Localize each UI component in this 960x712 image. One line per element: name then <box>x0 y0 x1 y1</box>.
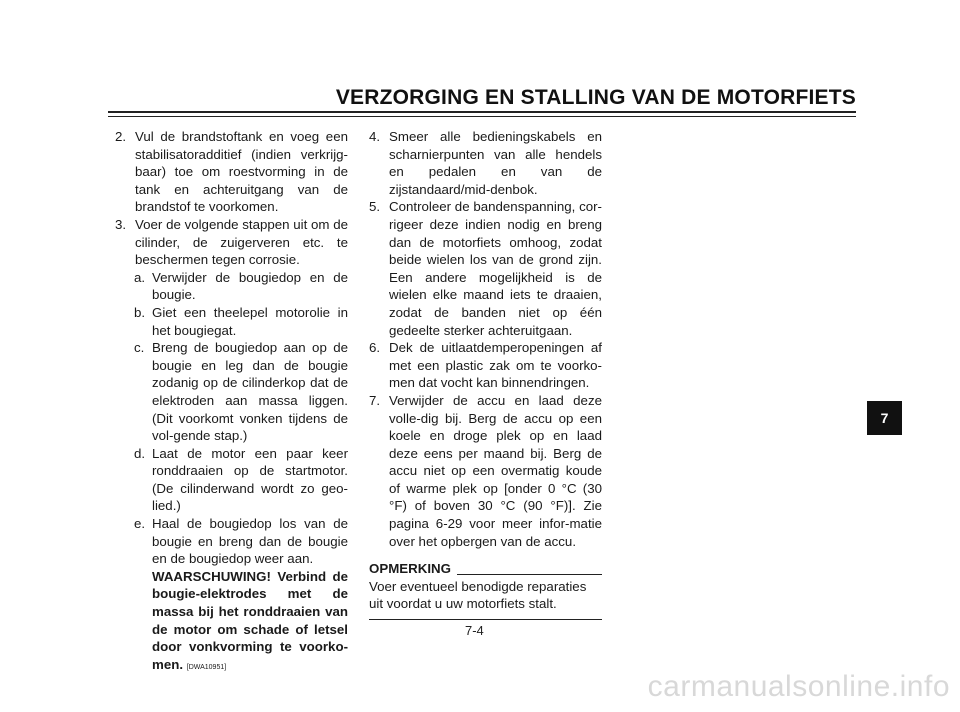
item-number: 6. <box>369 340 381 356</box>
warning-paragraph <box>152 568 348 677</box>
item-number: 2. <box>115 129 127 144</box>
sub-list-item <box>115 269 348 304</box>
subitem-text: Breng de bougiedop aan op de bougie en leg dan de bougie zodanig op de cilinderkop dat de elektroden aan massa liggen. (Dit voorkomt vonken tijdens de vol-gende stap.) <box>152 340 348 444</box>
item-text: Controleer de bandenspanning, cor-rigeer deze indien nodig en breng dan de motorfiets omhoog, zodat beide wielen los van de grond zijn. Een andere mogelijkheid is de wielen elke maand iets te draaien, zodat de banden niet op één gedeelte sterker achteruitgaan. <box>389 199 602 338</box>
page-number: 7-4 <box>465 623 484 638</box>
subitem-text <box>152 515 348 676</box>
sub-list-item <box>115 304 348 339</box>
item-text: Vul de brandstoftank en voeg een stabilisatoradditief (indien verkrijg-baar) toe om roestvorming in de tank en achteruitgang van de brandstof te voorkomen. <box>135 129 348 215</box>
subitem-letter: d. <box>134 445 146 461</box>
subitem-letter: b. <box>134 304 146 320</box>
warning-text: WAARSCHUWING! Verbind de bougie-elektrodes met de massa bij het ronddraaien van de motor om schade of letsel door vonkvorming te voorko-men. <box>152 568 348 672</box>
subitem-letter: c. <box>134 340 145 356</box>
subitem-letter: e. <box>134 516 146 532</box>
header-rule-thick <box>108 111 856 113</box>
subitem-letter: a. <box>134 269 146 285</box>
item-number: 3. <box>115 216 127 232</box>
note-rule <box>457 573 602 575</box>
item-number: 7. <box>369 392 381 408</box>
list-item <box>369 339 602 392</box>
sub-list-item <box>115 445 348 515</box>
list-item <box>115 216 348 269</box>
note-header <box>369 560 602 578</box>
list-item <box>369 198 602 339</box>
item-text: Smeer alle bedieningskabels en scharnierpunten van alle hendels en pedalen en van de zijstandaard/mid-denbok. <box>389 129 602 197</box>
item-text: Voer de volgende stappen uit om de cilinder, de zuigerveren etc. te beschermen tegen corrosie. <box>135 216 348 268</box>
subitem-text: Laat de motor een paar keer ronddraaien op de startmotor. (De cilinderwand wordt zo geo-lied.) <box>152 445 348 514</box>
subitem-text: Verwijder de bougiedop en de bougie. <box>152 269 348 303</box>
item-number: 5. <box>369 199 381 215</box>
list-item <box>369 392 602 550</box>
header-rule-thin <box>108 116 856 117</box>
note-text: Voer eventueel benodigde reparaties uit voordat u uw motorfiets stalt. <box>369 578 602 620</box>
right-column <box>369 128 602 620</box>
sub-list-item <box>115 515 348 676</box>
warning-code: [DWA10951] <box>186 663 227 671</box>
subitem-text: Giet een theelepel motorolie in het bougiegat. <box>152 304 348 338</box>
list-item <box>115 128 348 216</box>
item-text: Verwijder de accu en laad deze volle-dig bij. Berg de accu op een koele en droge plek op en laad deze eens per maand bij. Berg de accu niet op een overmatig koude of warme plek op [onder 0 °C (30 °F) of boven 30 °C (90 °F)]. Zie pagina 6-29 voor meer infor-matie over het opbergen van de accu. <box>389 392 602 549</box>
subitem-body: Haal de bougiedop los van de bougie en breng dan de bougie en de bougiedop weer aan. <box>152 516 348 567</box>
left-column <box>115 128 348 676</box>
item-number: 4. <box>369 129 381 144</box>
watermark: carmanualsonline.info <box>647 670 950 703</box>
note-label: OPMERKING <box>369 561 452 577</box>
sub-list-item <box>115 339 348 445</box>
list-item <box>369 128 602 198</box>
chapter-tab[interactable]: 7 <box>867 401 902 435</box>
page-title: VERZORGING EN STALLING VAN DE MOTORFIETS <box>335 86 856 109</box>
item-text: Dek de uitlaatdemperopeningen af met een plastic zak om te voorko-men dat vocht kan binnendringen. <box>389 340 602 391</box>
